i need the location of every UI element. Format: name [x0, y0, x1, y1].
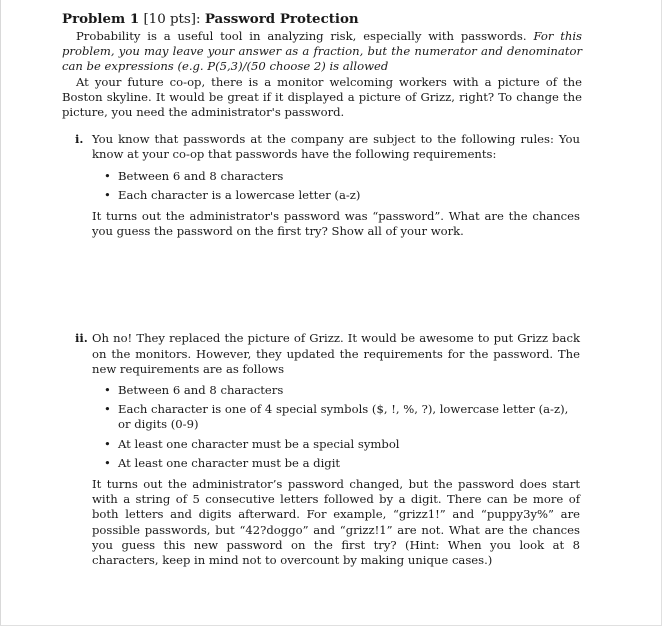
intro-text: Probability is a useful tool in analyzing risk, especially with passwords.	[76, 29, 527, 43]
part-ii-rules	[92, 383, 580, 471]
part-i-label: i.	[75, 132, 84, 147]
rule-item: • Each character is a lowercase letter (a-z)	[118, 188, 580, 203]
rule-item: • Between 6 and 8 characters	[118, 169, 580, 184]
scenario-sentence-1: At your future co-op, there is a monitor welcoming workers with a picture of the Boston skyline.	[62, 74, 582, 104]
part-i-rules	[92, 169, 580, 203]
part-ii	[75, 331, 580, 568]
part-ii-intro: Oh no! They replaced the picture of Grizz. It would be awesome to put Grizz back on the monitors. However, they updated the requirements for the password. The new requirements are as follows	[92, 331, 580, 376]
part-ii-question: It turns out the administrator’s password changed, but the password does start with a string of 5 consecutive letters followed by a digit. There can be more of both letters and digits afterward. For example, “grizz1!” and “puppy3y%” are possible passwords, but “42?doggo” and “grizz!1” are not. What are the chances you guess this new password on the first try? (Hint: When you look at 8 characters, keep in mind not to overcount by making unique cases.)	[92, 477, 580, 568]
problem-points: [10 pts]:	[143, 12, 201, 27]
rule-item: • Between 6 and 8 characters	[118, 383, 580, 398]
part-i-intro: You know that passwords at the company are subject to the following rules: You know at your co-op that passwords have the following requirements:	[92, 132, 580, 162]
problem-number: Problem 1	[62, 11, 140, 27]
problem-content	[62, 10, 582, 568]
rule-item: • At least one character must be a special symbol	[118, 437, 580, 452]
part-i	[75, 132, 580, 239]
problem-heading: Password Protection	[204, 11, 359, 27]
scenario-paragraph	[62, 75, 582, 121]
part-ii-label: ii.	[75, 331, 88, 346]
scenario-sentence-3: To change the picture, you need the administrator's password.	[62, 89, 583, 120]
problem-title	[62, 10, 582, 29]
part-i-question: It turns out the administrator's password was “password”. What are the chances you guess the password on the first try? Show all of your work.	[92, 209, 580, 239]
rule-item: • At least one character must be a digit	[118, 456, 580, 471]
scenario-sentence-2: It would be great if it displayed a picture of Grizz, right?	[155, 89, 495, 104]
intro-paragraph	[62, 29, 582, 75]
rule-item: • Each character is one of 4 special symbols ($, !, %, ?), lowercase letter (a-z), or digits (0-9)	[118, 402, 580, 432]
intro-italic-note: For this problem, you may leave your answer as a fraction, but the numerator and denominator can be expressions (e.g. P(5,3)/(50 choose 2) is allowed	[62, 29, 583, 74]
